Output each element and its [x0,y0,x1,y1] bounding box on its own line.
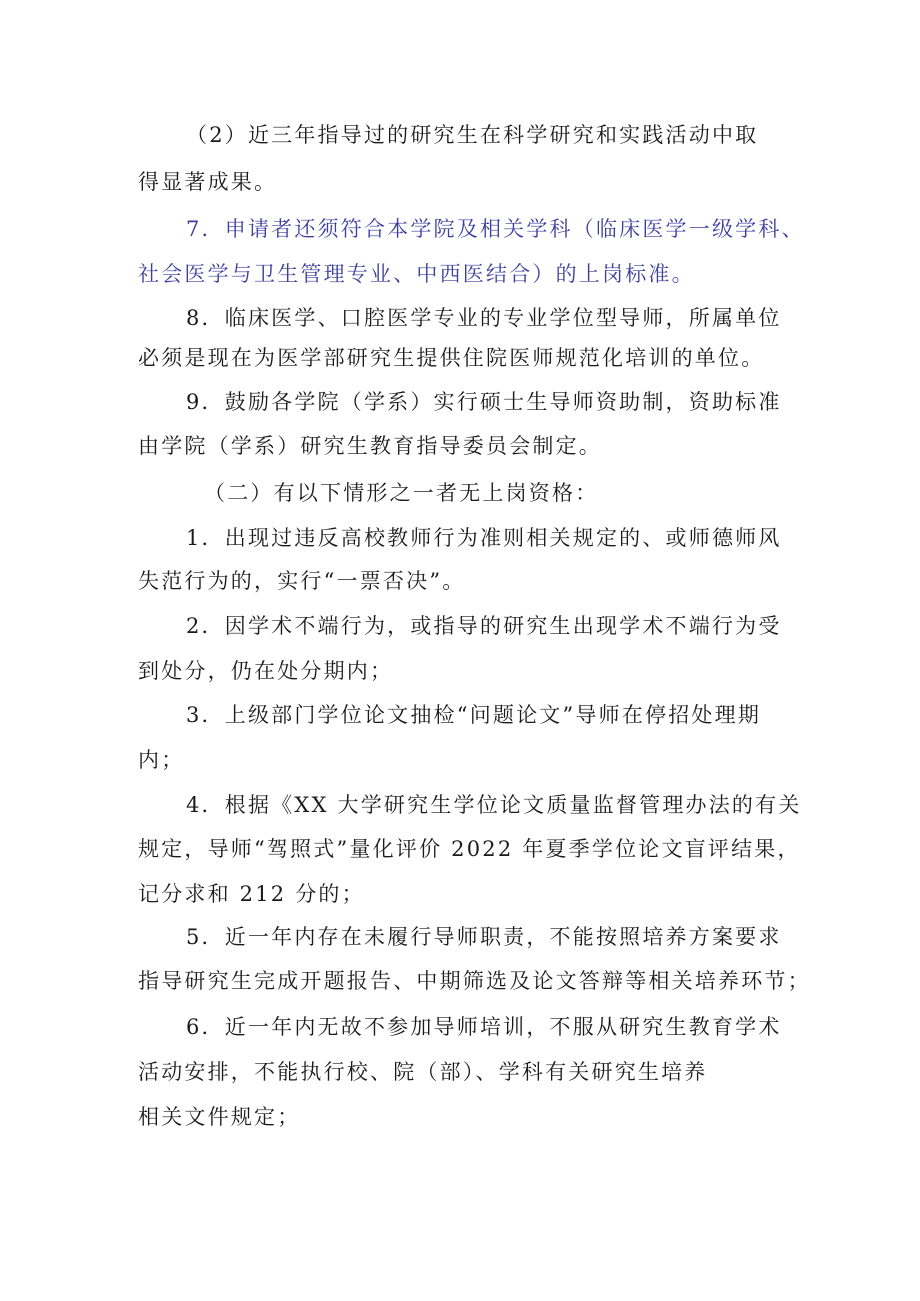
paragraph-line: 活动安排，不能执行校、院（部）、学科有关研究生培养 [138,1060,708,1084]
paragraph-line: 内； [138,748,185,772]
paragraph-line: 4．根据《XX 大学研究生学位论文质量监督管理办法的有关 [186,793,802,817]
paragraph-line-highlighted: 7．申请者还须符合本学院及相关学科（临床医学一级学科、 [186,217,805,241]
paragraph-line: 8．临床医学、口腔医学专业的专业学位型导师，所属单位 [186,306,782,330]
paragraph-line: （2）近三年指导过的研究生在科学研究和实践活动中取 [186,123,759,147]
paragraph-line: 必须是现在为医学部研究生提供住院医师规范化培训的单位。 [138,346,765,370]
paragraph-line: 指导研究生完成开题报告、中期筛选及论文答辩等相关培养环节； [138,969,811,993]
paragraph-line: 3．上级部门学位论文抽检“问题论文”导师在停招处理期 [186,703,762,727]
paragraph-line: 得显著成果。 [138,170,278,194]
paragraph-line: 9．鼓励各学院（学系）实行硕士生导师资助制，资助标准 [186,390,782,414]
section-heading: （二）有以下情形之一者无上岗资格： [204,481,599,505]
paragraph-line: 1．出现过违反高校教师行为准则相关规定的、或师德师风 [186,526,782,550]
paragraph-line: 记分求和 212 分的； [138,882,365,906]
paragraph-line-highlighted: 社会医学与卫生管理专业、中西医结合）的上岗标准。 [138,262,695,286]
paragraph-line: 规定，导师“驾照式”量化评价 2022 年夏季学位论文盲评结果， [138,837,801,861]
paragraph-line: 相关文件规定； [138,1105,301,1129]
paragraph-line: 到处分，仍在处分期内； [138,659,394,683]
paragraph-line: 6．近一年内无故不参加导师培训，不服从研究生教育学术 [186,1015,782,1039]
paragraph-line: 2．因学术不端行为，或指导的研究生出现学术不端行为受 [186,614,782,638]
paragraph-line: 由学院（学系）研究生教育指导委员会制定。 [138,434,602,458]
paragraph-line: 5．近一年内存在未履行导师职责，不能按照培养方案要求 [186,925,782,949]
paragraph-line: 失范行为的，实行“一票否决”。 [138,569,466,593]
